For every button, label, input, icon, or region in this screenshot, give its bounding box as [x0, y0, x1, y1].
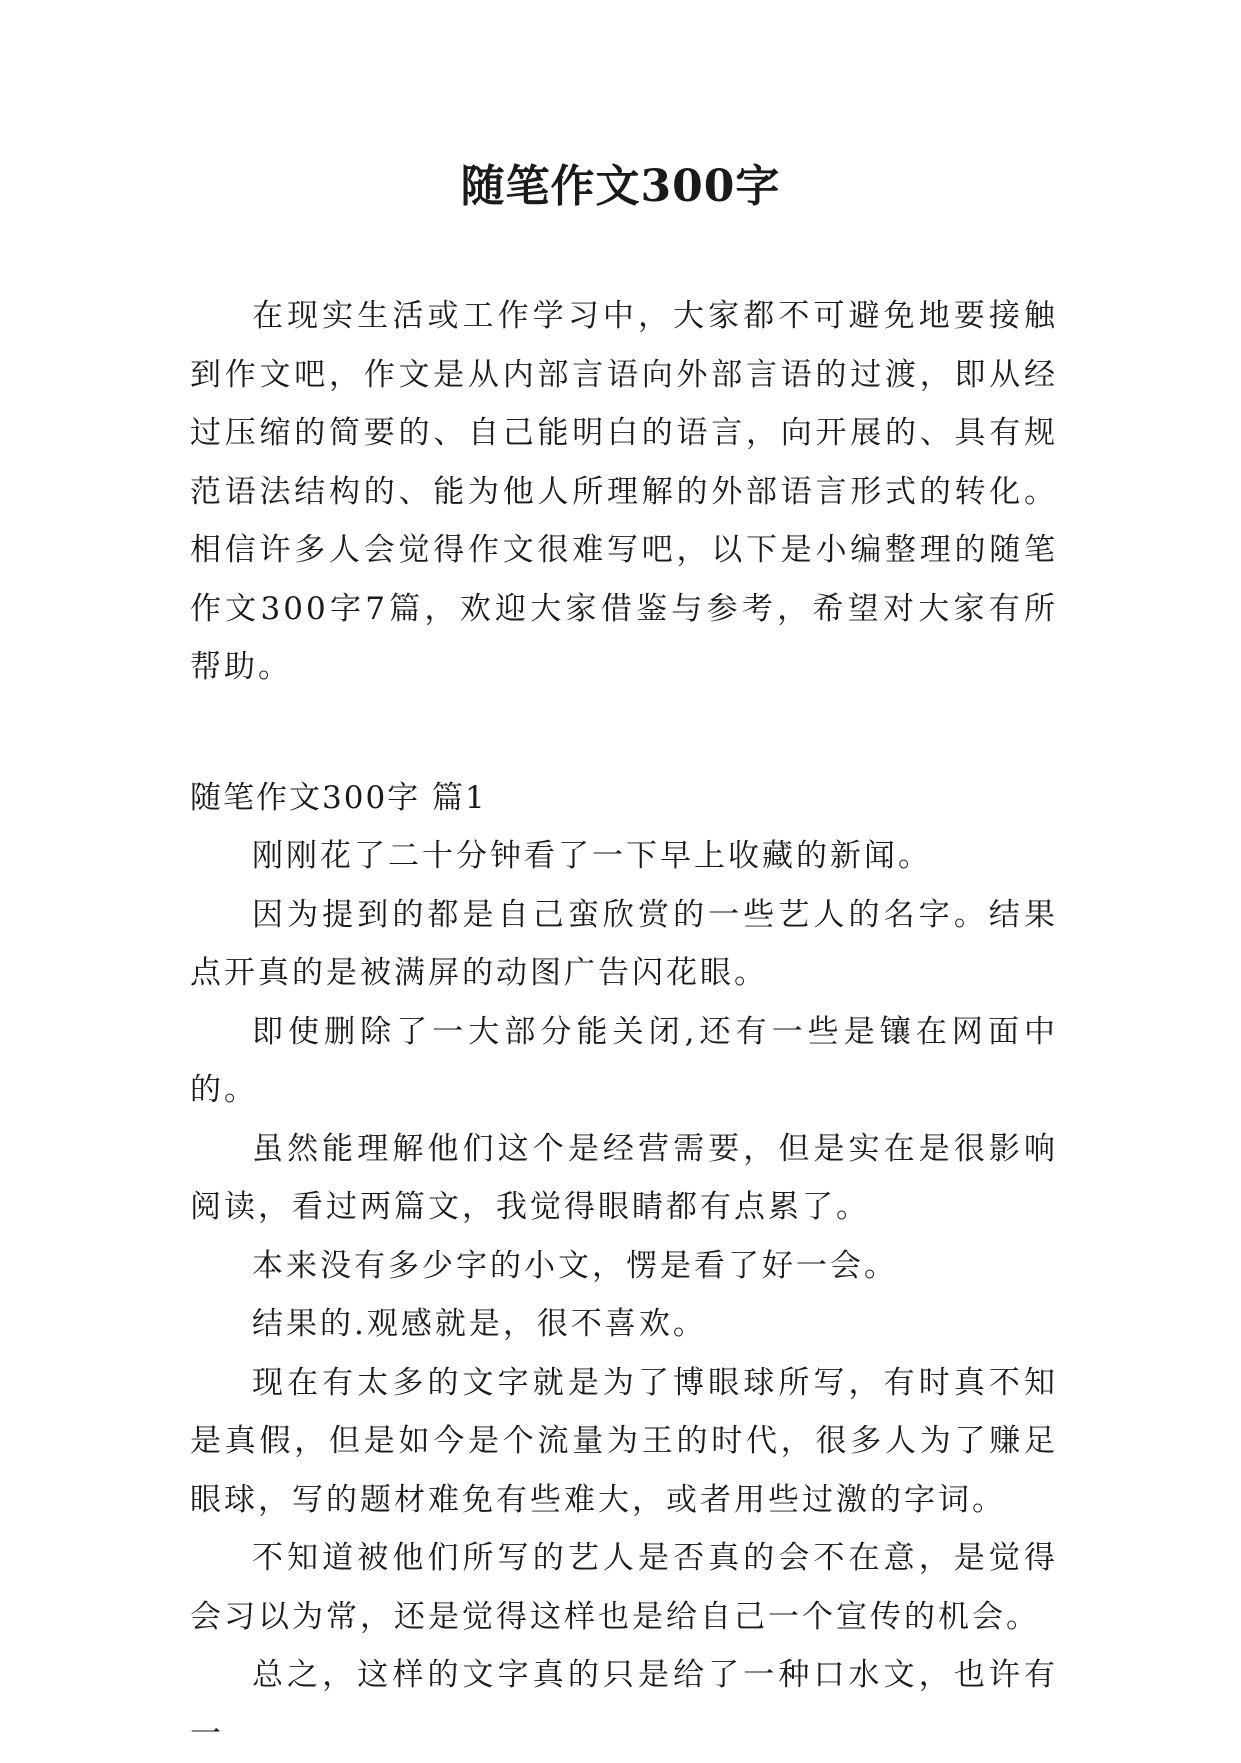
document-body [190, 287, 1058, 1763]
body-paragraph: 刚刚花了二十分钟看了一下早上收藏的新闻。 [252, 838, 932, 874]
body-paragraph: 现在有太多的文字就是为了博眼球所写，有时真不知是真假，但是如今是个流量为王的时代，很多人为了赚足眼球，写的题材难免有些难大，或者用些过激的字词。 [190, 1364, 1058, 1518]
intro-paragraph: 在现实生活或工作学习中，大家都不可避免地要接触到作文吧，作文是从内部言语向外部言语的过渡，即从经过压缩的简要的、自己能明白的语言，向开展的、具有规范语法结构的、能为他人所理解的外部语言形式的转化。相信许多人会觉得作文很难写吧，以下是小编整理的随笔作文300字7篇，欢迎大家借鉴与参考，希望对大家有所帮助。 [190, 298, 1058, 685]
body-paragraph: 虽然能理解他们这个是经营需要，但是实在是很影响阅读，看过两篇文，我觉得眼睛都有点累了。 [190, 1130, 1058, 1225]
body-paragraph: 总之，这样的文字真的只是给了一种口水文，也许有一 [190, 1657, 1058, 1752]
body-paragraph: 本来没有多少字的小文，愣是看了好一会。 [252, 1247, 898, 1284]
body-paragraph: 即使删除了一大部分能关闭,还有一些是镶在网面中的。 [190, 1013, 1058, 1108]
section-gap [190, 697, 1058, 769]
document-title: 随笔作文300字 [460, 161, 781, 212]
body-paragraph: 因为提到的都是自己蛮欣赏的一些艺人的名字。结果点开真的是被满屏的动图广告闪花眼。 [190, 896, 1058, 991]
body-paragraph: 结果的.观感就是，很不喜欢。 [252, 1306, 707, 1342]
body-paragraph: 不知道被他们所写的艺人是否真的会不在意，是觉得会习以为常，还是觉得这样也是给自己一个宣传的机会。 [190, 1540, 1058, 1635]
section-heading: 随笔作文300字 篇1 [190, 779, 487, 816]
